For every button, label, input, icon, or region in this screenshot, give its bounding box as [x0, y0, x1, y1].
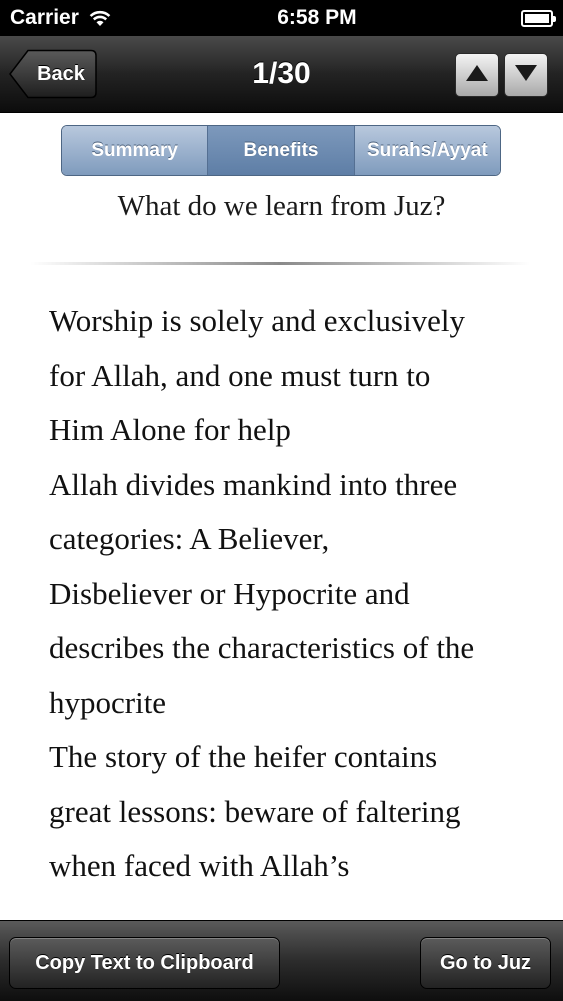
segment-benefits[interactable]: Benefits	[208, 126, 354, 175]
back-button-label: Back	[37, 63, 85, 85]
section-heading: What do we learn from Juz?	[117, 190, 446, 222]
content-line: Disbeliever or Hypocrite and	[49, 575, 410, 611]
content-line: The story of the heifer contains	[49, 739, 438, 774]
content-line: great lessons: beware of faltering	[49, 793, 461, 829]
divider	[30, 262, 530, 265]
status-left	[10, 6, 113, 30]
segment-summary[interactable]: Summary	[62, 126, 208, 175]
segmented-control	[61, 125, 501, 176]
navigation-bar	[0, 36, 563, 113]
content-line: describes the characteristics of the	[49, 630, 475, 665]
page-title: 1/30	[252, 57, 311, 90]
content-line: categories: A Believer,	[49, 521, 330, 556]
content-line: hypocrite	[49, 684, 167, 720]
content-line: Him Alone for help	[49, 412, 291, 447]
copy-to-clipboard-button[interactable]: Copy Text to Clipboard	[9, 937, 280, 989]
status-bar	[0, 0, 563, 36]
next-button[interactable]	[504, 53, 548, 97]
content-line: Allah divides mankind into three	[49, 466, 458, 502]
content-text	[49, 294, 549, 894]
segment-surahs-ayyat[interactable]: Surahs/Ayyat	[355, 126, 500, 175]
previous-button[interactable]	[455, 53, 499, 97]
triangle-up-icon	[465, 64, 489, 87]
triangle-down-icon	[514, 64, 538, 87]
go-to-juz-button[interactable]: Go to Juz	[420, 937, 551, 989]
back-button[interactable]	[9, 49, 97, 99]
status-time: 6:58 PM	[277, 6, 357, 29]
carrier-label: Carrier	[10, 6, 79, 29]
content-line: Worship is solely and exclusively	[49, 303, 465, 338]
content-line: for Allah, and one must turn to	[49, 357, 431, 393]
bottom-toolbar	[0, 920, 563, 1001]
battery-icon	[521, 10, 553, 27]
content-line: when faced with Allah’s	[49, 848, 350, 883]
wifi-icon	[87, 8, 113, 28]
